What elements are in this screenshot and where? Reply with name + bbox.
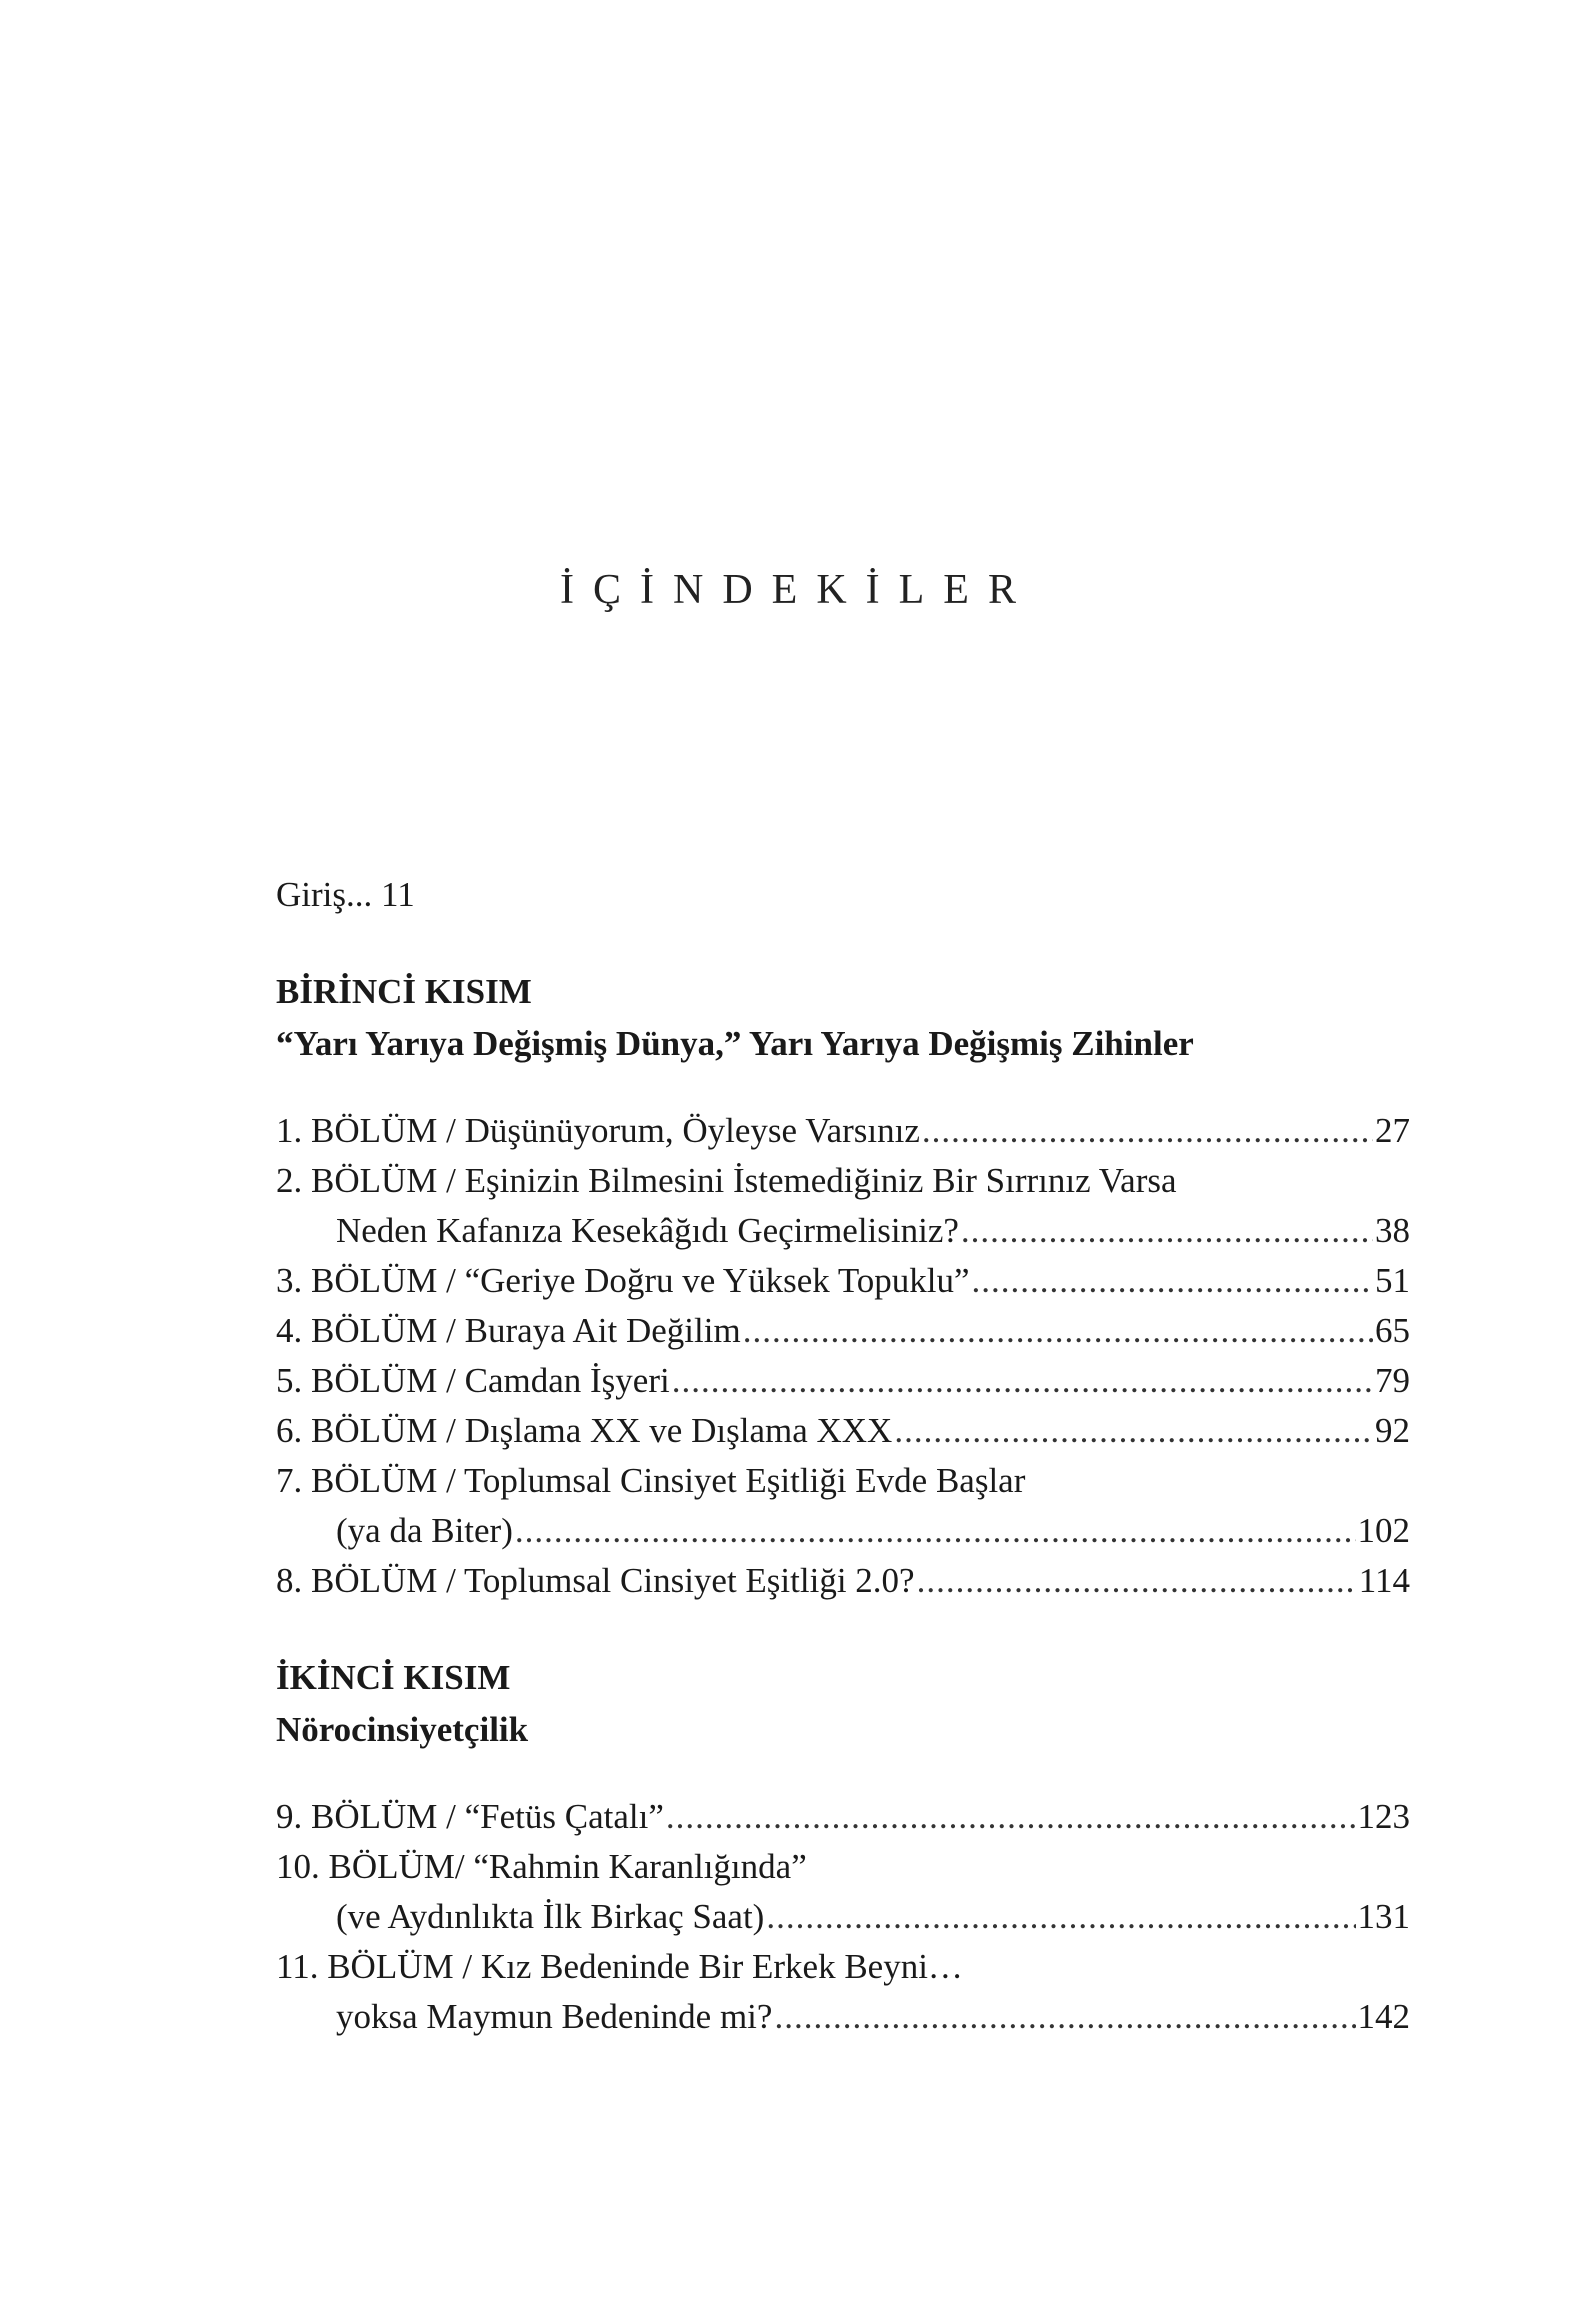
chapter-title-line: 5. BÖLÜM / Camdan İşyeri (276, 1361, 670, 1400)
chapter-page-number: 51 (1375, 1261, 1410, 1300)
dot-leader (961, 1206, 1373, 1256)
chapter-entry (276, 1156, 1410, 1256)
part-heading: BİRİNCİ KISIM (276, 972, 532, 1011)
chapter-title-line: 10. BÖLÜM/ “Rahmin Karanlığında” (276, 1847, 807, 1886)
chapter-title-line: 6. BÖLÜM / Dışlama XX ve Dışlama XXX (276, 1411, 893, 1450)
dot-leader (766, 1892, 1355, 1942)
chapter-line (276, 1156, 1410, 1206)
chapter-line (276, 1992, 1410, 2042)
intro-separator: ... (346, 875, 373, 914)
chapter-title-line: yoksa Maymun Bedeninde mi? (336, 1997, 773, 2036)
chapter-entry (276, 1306, 1410, 1356)
part-subtitle: Nörocinsiyetçilik (276, 1710, 529, 1749)
chapter-entry (276, 1456, 1410, 1556)
chapter-title-line: 9. BÖLÜM / “Fetüs Çatalı” (276, 1797, 664, 1836)
chapter-title-line: 1. BÖLÜM / Düşünüyorum, Öyleyse Varsınız (276, 1111, 920, 1150)
chapter-title-line: 3. BÖLÜM / “Geriye Doğru ve Yüksek Topuklu” (276, 1261, 970, 1300)
intro-page-number: 11 (381, 875, 415, 914)
chapter-line (276, 1556, 1410, 1606)
chapter-line (276, 1256, 1410, 1306)
dot-leader (515, 1506, 1356, 1556)
dot-leader (672, 1356, 1373, 1406)
dot-leader (917, 1556, 1357, 1606)
toc-content (276, 870, 1410, 2042)
dot-leader (743, 1306, 1373, 1356)
chapter-title-line: (ya da Biter) (336, 1511, 513, 1550)
chapter-entry (276, 1792, 1410, 1842)
chapter-page-number: 123 (1357, 1797, 1410, 1836)
toc-part (276, 1653, 1410, 2042)
dot-leader (972, 1256, 1373, 1306)
chapter-entry (276, 1106, 1410, 1156)
part-heading: İKİNCİ KISIM (276, 1658, 511, 1697)
chapter-page-number: 65 (1375, 1311, 1410, 1350)
chapter-entry (276, 1406, 1410, 1456)
chapter-line (276, 1892, 1410, 1942)
chapter-list (276, 1106, 1410, 1606)
chapter-page-number: 92 (1375, 1411, 1410, 1450)
chapter-page-number: 38 (1375, 1211, 1410, 1250)
dot-leader (922, 1106, 1373, 1156)
chapter-title-line: (ve Aydınlıkta İlk Birkaç Saat) (336, 1897, 765, 1936)
chapter-page-number: 114 (1358, 1561, 1410, 1600)
chapter-line (276, 1406, 1410, 1456)
chapter-entry (276, 1942, 1410, 2042)
chapter-page-number: 131 (1357, 1897, 1410, 1936)
chapter-line (276, 1506, 1410, 1556)
chapter-title-line: Neden Kafanıza Kesekâğıdı Geçirmelisiniz? (336, 1211, 959, 1250)
intro-label: Giriş (276, 875, 346, 914)
chapter-line (276, 1942, 1410, 1992)
chapter-entry (276, 1256, 1410, 1306)
chapter-line (276, 1792, 1410, 1842)
toc-part (276, 967, 1410, 1606)
chapter-title-line: 8. BÖLÜM / Toplumsal Cinsiyet Eşitliği 2.0? (276, 1561, 915, 1600)
chapter-page-number: 142 (1357, 1997, 1410, 2036)
chapter-page-number: 102 (1357, 1511, 1410, 1550)
chapter-line (276, 1356, 1410, 1406)
chapter-page-number: 27 (1375, 1111, 1410, 1150)
chapter-line (276, 1842, 1410, 1892)
chapter-page-number: 79 (1375, 1361, 1410, 1400)
part-subtitle: “Yarı Yarıya Değişmiş Dünya,” Yarı Yarıya Değişmiş Zihinler (276, 1024, 1194, 1063)
chapter-line (276, 1206, 1410, 1256)
intro-entry (276, 870, 1410, 920)
chapter-title-line: 11. BÖLÜM / Kız Bedeninde Bir Erkek Beyni… (276, 1947, 963, 1986)
chapter-title-line: 7. BÖLÜM / Toplumsal Cinsiyet Eşitliği Evde Başlar (276, 1461, 1026, 1500)
chapter-line (276, 1306, 1410, 1356)
toc-parts (276, 967, 1410, 2042)
dot-leader (666, 1792, 1356, 1842)
chapter-title-line: 2. BÖLÜM / Eşinizin Bilmesini İstemediğiniz Bir Sırrınız Varsa (276, 1161, 1177, 1200)
dot-leader (774, 1992, 1355, 2042)
chapter-entry (276, 1356, 1410, 1406)
chapter-list (276, 1792, 1410, 2042)
dot-leader (894, 1406, 1373, 1456)
chapter-title-line: 4. BÖLÜM / Buraya Ait Değilim (276, 1311, 741, 1350)
chapter-line (276, 1106, 1410, 1156)
chapter-entry (276, 1842, 1410, 1942)
toc-title: İÇİNDEKİLER (560, 567, 1035, 613)
chapter-entry (276, 1556, 1410, 1606)
chapter-line (276, 1456, 1410, 1506)
